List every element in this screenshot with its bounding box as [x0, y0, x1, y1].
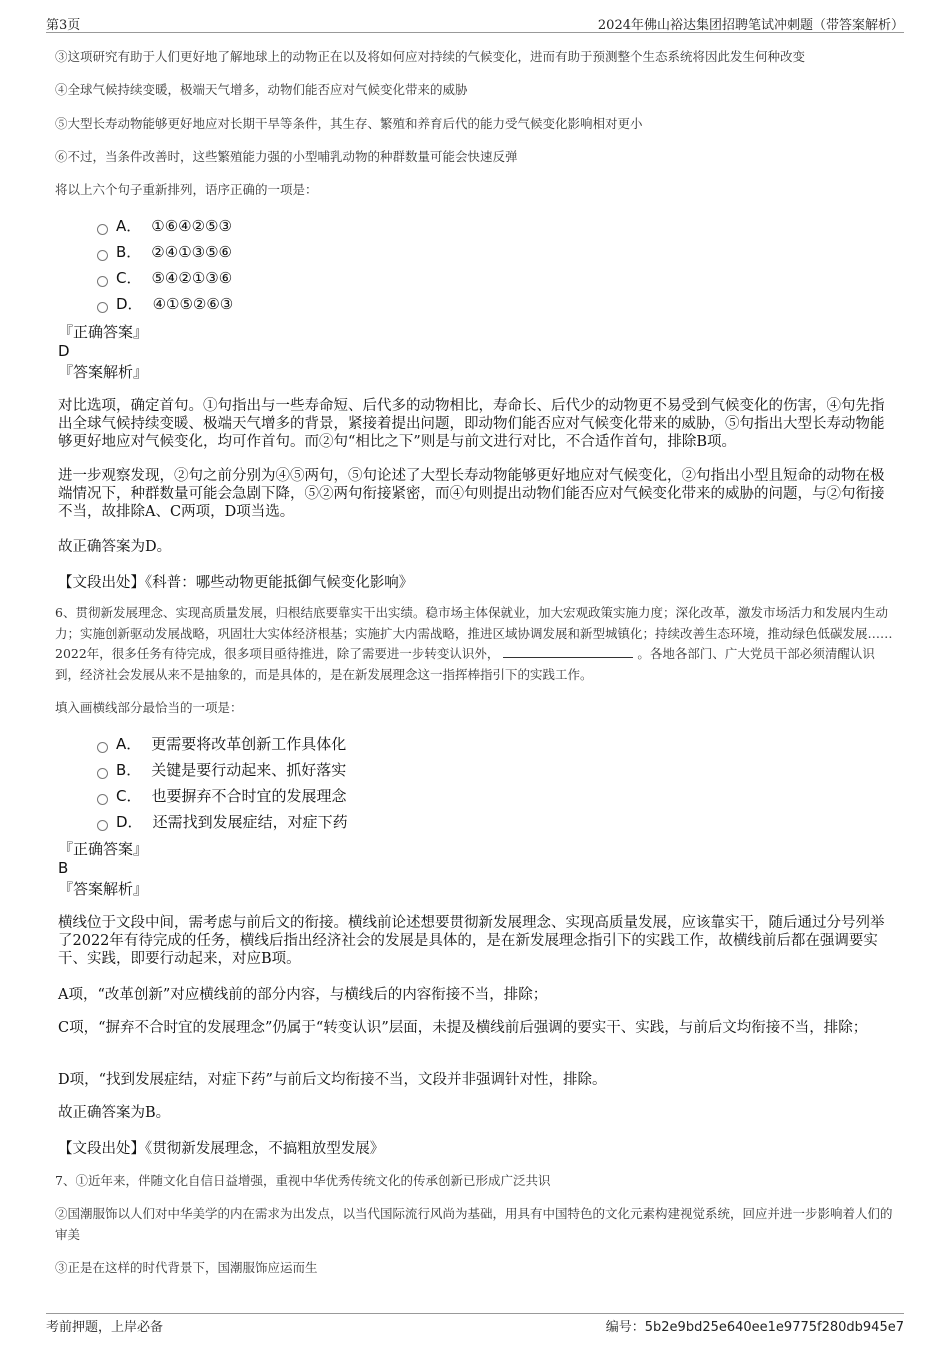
- fill-blank: [503, 645, 633, 658]
- radio-button[interactable]: [97, 302, 108, 313]
- footer-slogan: 考前押题，上岸必备: [46, 1320, 164, 1335]
- q5-option-c[interactable]: C． ⑤④②①③⑥: [97, 268, 232, 288]
- radio-button[interactable]: [97, 224, 108, 235]
- document-title: 2024年佛山裕达集团招聘笔试冲刺题（带答案解析）: [597, 18, 904, 33]
- analysis-conclusion: 故正确答案为B。: [58, 1105, 171, 1121]
- analysis-paragraph: C项，“摒弃不合时宜的发展理念”仍属于“转变认识”层面，未提及横线前后强调的要实干、实践，与前后文均衔接不当，排除；: [58, 1020, 868, 1036]
- analysis-label: 『答案解析』: [58, 880, 149, 898]
- q5-option-a[interactable]: A． ①⑥④②⑤③: [97, 216, 232, 236]
- page-footer: [46, 1313, 904, 1338]
- answer-label: 『正确答案』: [58, 323, 149, 341]
- analysis-conclusion: 故正确答案为D。: [58, 539, 172, 555]
- q5-option-d[interactable]: D． ④①⑤②⑥③: [97, 294, 233, 314]
- q6-option-d[interactable]: D． 还需找到发展症结，对症下药: [97, 812, 348, 832]
- analysis-paragraph: D项，“找到发展症结，对症下药”与前后文均衔接不当，文段并非强调针对性，排除。: [58, 1072, 607, 1088]
- analysis-paragraph: 横线位于文段中间，需考虑与前后文的衔接。横线前论述想要贯彻新发展理念、实现高质量发展，应该靠实干，随后通过分号列举了2022年有待完成的任务，横线后指出经济社会的发展是具体的，是在新发展理念指引下的实践工作，故横线前后都在强调要实干、实践，即要行动起来，对应B项。: [58, 915, 885, 967]
- radio-button[interactable]: [97, 742, 108, 753]
- q7-sentence: 7、①近年来，伴随文化自信日益增强，重视中华优秀传统文化的传承创新已形成广泛共识: [55, 1173, 551, 1188]
- answer-value: D: [58, 342, 70, 360]
- q7-sentence: ②国潮服饰以人们对中华美学的内在需求为出发点，以当代国际流行风尚为基础，用具有中国特色的文化元素构建视觉系统，回应并进一步影响着人们的审美: [55, 1206, 893, 1242]
- q6-option-c[interactable]: C． 也要摒弃不合时宜的发展理念: [97, 786, 347, 806]
- radio-button[interactable]: [97, 276, 108, 287]
- radio-button[interactable]: [97, 794, 108, 805]
- analysis-paragraph: A项，“改革创新”对应横线前的部分内容，与横线后的内容衔接不当，排除；: [58, 987, 548, 1003]
- source-citation: 【文段出处】《科普：哪些动物更能抵御气候变化影响》: [58, 575, 414, 591]
- page-number: 第3页: [46, 18, 81, 33]
- q5-option-b[interactable]: B． ②④①③⑤⑥: [97, 242, 232, 262]
- document-id: 编号：5b2e9bd25e640ee1e9775f280db945e7: [605, 1320, 904, 1335]
- q6-option-b[interactable]: B． 关键是要行动起来、抓好落实: [97, 760, 346, 780]
- q5-sentence: ④全球气候持续变暖，极端天气增多，动物们能否应对气候变化带来的威胁: [55, 82, 468, 97]
- q5-sentence: ⑥不过，当条件改善时，这些繁殖能力强的小型哺乳动物的种群数量可能会快速反弹: [55, 149, 518, 164]
- source-citation: 【文段出处】《贯彻新发展理念，不搞粗放型发展》: [58, 1141, 385, 1157]
- answer-value: B: [58, 859, 69, 877]
- q5-prompt: 将以上六个句子重新排列，语序正确的一项是：: [55, 182, 318, 197]
- page-header: [46, 12, 904, 33]
- analysis-paragraph: 进一步观察发现，②句之前分别为④⑤两句，⑤句论述了大型长寿动物能够更好地应对气候变化，②句指出小型且短命的动物在极端情况下，种群数量可能会急剧下降，⑤②两句衔接紧密，而④句则提出动物们能否应对气候变化带来的威胁的问题，与②句衔接不当，故排除A、C两项，D项当选。: [58, 468, 885, 520]
- q6-prompt: 填入画横线部分最恰当的一项是：: [55, 700, 243, 715]
- radio-button[interactable]: [97, 250, 108, 261]
- analysis-paragraph: 对比选项，确定首句。①句指出与一些寿命短、后代多的动物相比，寿命长、后代少的动物更不易受到气候变化的伤害，④句先指出全球气候持续变暖、极端天气增多的背景，紧接着提出问题，即动物们能否应对气候变化带来的威胁，⑤句指出大型长寿动物能够更好地应对气候变化，均可作首句。而②句“相比之下”则是与前文进行对比，不合适作首句，排除B项。: [58, 398, 885, 450]
- analysis-label: 『答案解析』: [58, 363, 149, 381]
- q7-sentence: ③正是在这样的时代背景下，国潮服饰应运而生: [55, 1260, 318, 1275]
- radio-button[interactable]: [97, 820, 108, 831]
- radio-button[interactable]: [97, 768, 108, 779]
- q5-sentence: ③这项研究有助于人们更好地了解地球上的动物正在以及将如何应对持续的气候变化，进而有助于预测整个生态系统将因此发生何种改变: [55, 49, 806, 64]
- q5-sentence: ⑤大型长寿动物能够更好地应对长期干旱等条件，其生存、繁殖和养育后代的能力受气候变化影响相对更小: [55, 116, 643, 131]
- answer-label: 『正确答案』: [58, 840, 149, 858]
- q6-passage: 6、贯彻新发展理念、实现高质量发展，归根结底要靠实干出实绩。稳市场主体保就业，加大宏观政策实施力度；深化改革，激发市场活力和发展内生动力；实施创新驱动发展战略，巩固壮大实体经济根基；实施扩大内需战略，推进区域协调发展和新型城镇化；持续改善生态环境，推动绿色低碳发展……2022年，很多任务有待完成，很多项目亟待推进，除了需要进一步转变认识外， 。各地各部门、广大党员干部必须清醒认识到，经济社会发展从来不是抽象的，而是具体的，是在新发展理念这一指挥棒指引下的实践工作。: [55, 605, 893, 682]
- q6-option-a[interactable]: A． 更需要将改革创新工作具体化: [97, 734, 346, 754]
